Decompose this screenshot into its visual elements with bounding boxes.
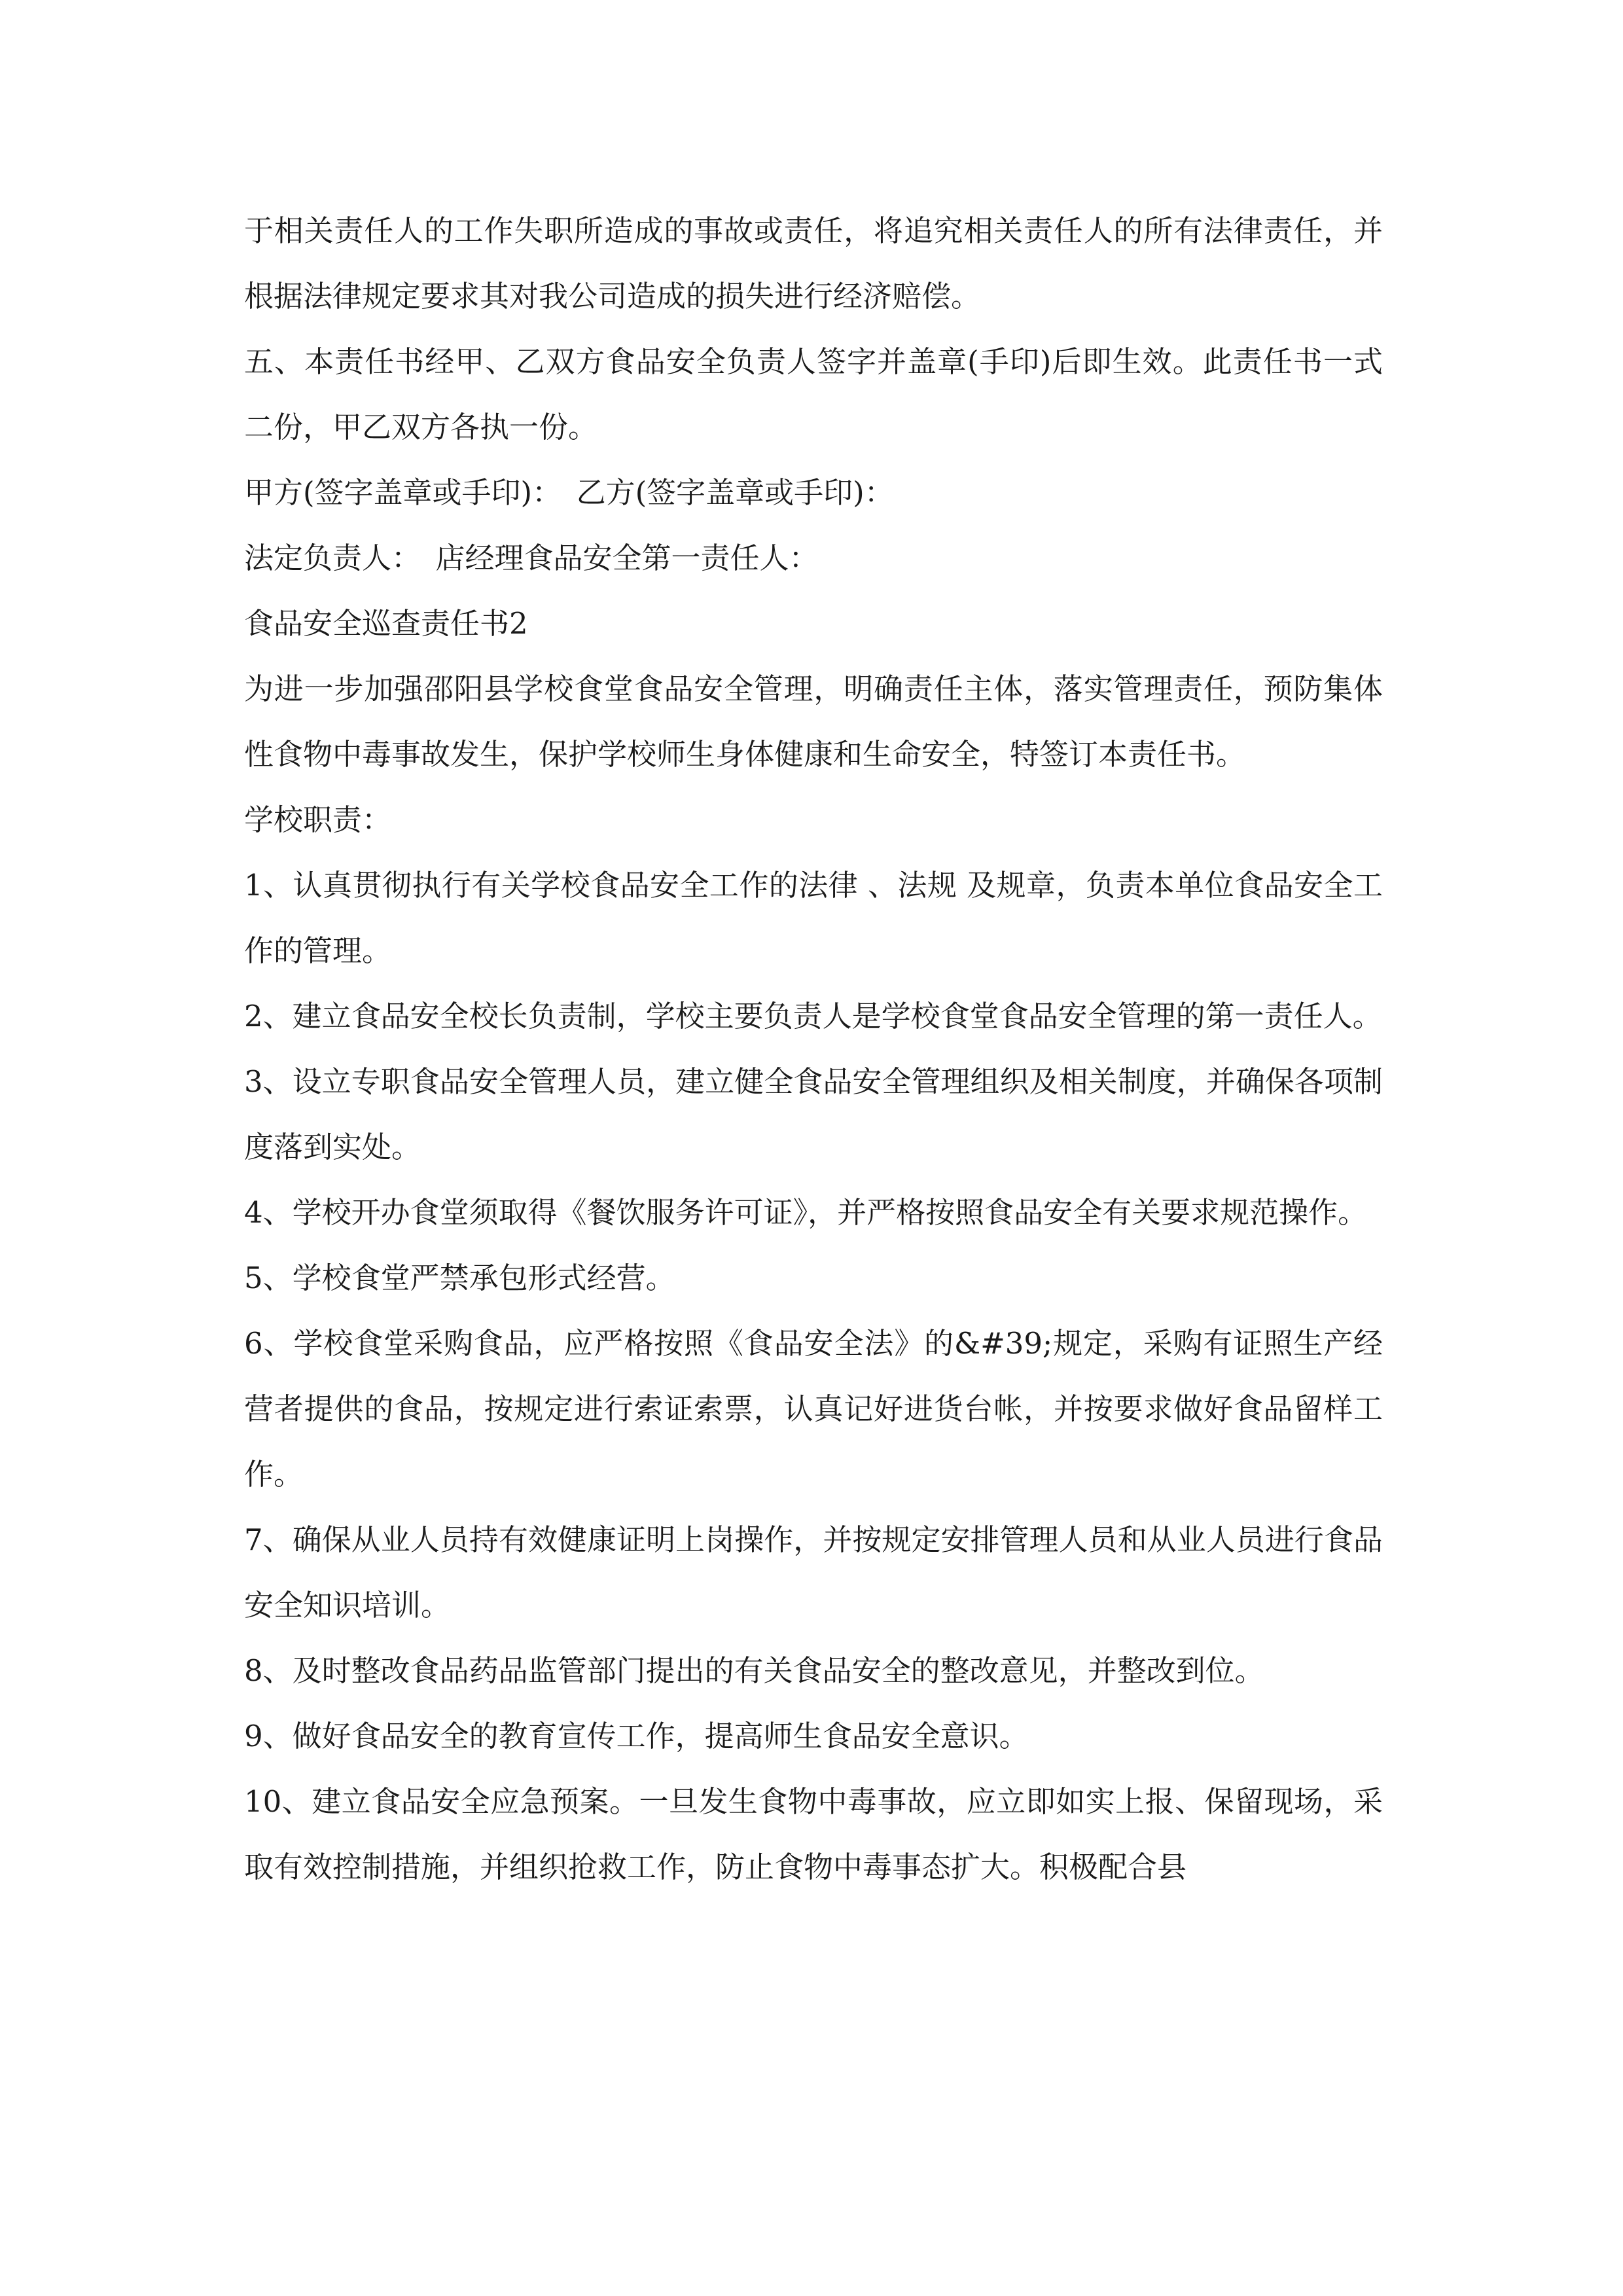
paragraph-party-signatures: 甲方(签字盖章或手印)： 乙方(签字盖章或手印)： bbox=[244, 475, 894, 510]
paragraph-intro: 为进一步加强邵阳县学校食堂食品安全管理，明确责任主体，落实管理责任，预防集体性食物中毒事故发生，保护学校师生身体健康和生命安全，特签订本责任书。 bbox=[244, 672, 1383, 772]
section-title: 食品安全巡查责任书2 bbox=[244, 606, 528, 641]
section-heading-school-duties: 学校职责： bbox=[244, 802, 392, 837]
list-item-duty-5: 5、学校食堂严禁承包形式经营。 bbox=[244, 1261, 675, 1295]
list-item-duty-8: 8、及时整改食品药品监管部门提出的有关食品安全的整改意见，并整改到位。 bbox=[244, 1653, 1264, 1688]
list-item-duty-2: 2、建立食品安全校长负责制，学校主要负责人是学校食堂食品安全管理的第一责任人。 bbox=[244, 999, 1382, 1033]
document-body bbox=[244, 198, 1383, 1900]
list-item-duty-7: 7、确保从业人员持有效健康证明上岗操作，并按规定安排管理人员和从业人员进行食品安全知识培训。 bbox=[244, 1522, 1383, 1623]
paragraph-responsible-persons: 法定负责人： 店经理食品安全第一责任人： bbox=[244, 541, 819, 575]
paragraph-liability-continuation: 于相关责任人的工作失职所造成的事故或责任，将追究相关责任人的所有法律责任，并根据法律规定要求其对我公司造成的损失进行经济赔偿。 bbox=[244, 213, 1383, 314]
list-item-duty-3: 3、设立专职食品安全管理人员，建立健全食品安全管理组织及相关制度，并确保各项制度落到实处。 bbox=[244, 1064, 1383, 1164]
paragraph-clause-5: 五、本责任书经甲、乙双方食品安全负责人签字并盖章(手印)后即生效。此责任书一式二份，甲乙双方各执一份。 bbox=[244, 344, 1383, 444]
list-item-duty-6: 6、学校食堂采购食品，应严格按照《食品安全法》的&#39;规定，采购有证照生产经营者提供的食品，按规定进行索证索票，认真记好进货台帐，并按要求做好食品留样工作。 bbox=[244, 1326, 1383, 1492]
list-item-duty-10: 10、建立食品安全应急预案。一旦发生食物中毒事故，应立即如实上报、保留现场，采取有效控制措施，并组织抢救工作，防止食物中毒事态扩大。积极配合县 bbox=[244, 1784, 1383, 1884]
list-item-duty-1: 1、认真贯彻执行有关学校食品安全工作的法律 、法规 及规章，负责本单位食品安全工作的管理。 bbox=[244, 868, 1383, 968]
list-item-duty-4: 4、学校开办食堂须取得《餐饮服务许可证》，并严格按照食品安全有关要求规范操作。 bbox=[244, 1195, 1368, 1230]
list-item-duty-9: 9、做好食品安全的教育宣传工作，提高师生食品安全意识。 bbox=[244, 1719, 1029, 1753]
